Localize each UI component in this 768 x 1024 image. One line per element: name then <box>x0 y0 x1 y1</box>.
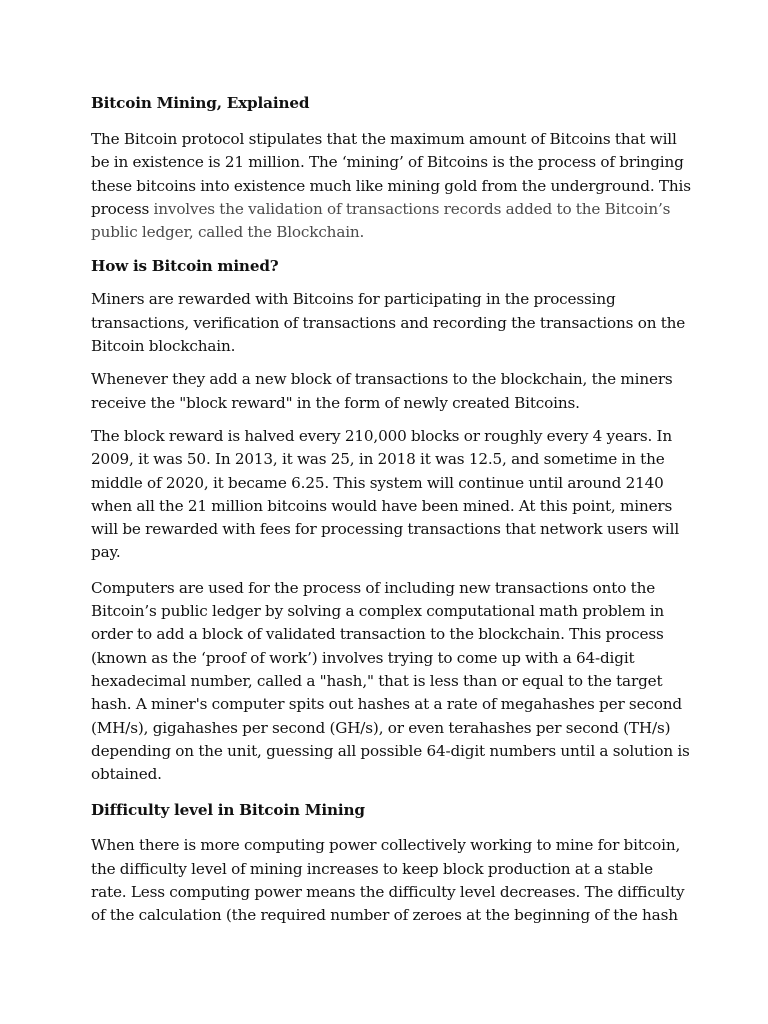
document-page <box>91 92 691 928</box>
intro-text-part2: involves the validation of transactions records added to the Bitcoin’s public ledger, called the Blockchain. <box>91 199 671 242</box>
intro-paragraph <box>91 128 691 244</box>
paragraph-halving: The block reward is halved every 210,000 blocks or roughly every 4 years. In 2009, it was 50. In 2013, it was 25, in 2018 it was 12.5, and sometime in the middle of 2020, it became 6.25. This system will continue until around 2140 when all the 21 million bitcoins would have been mined. At this point, miners will be rewarded with fees for processing transactions that network users will pay. <box>91 426 680 562</box>
heading-difficulty: Difficulty level in Bitcoin Mining <box>91 801 365 820</box>
document-title: Bitcoin Mining, Explained <box>91 94 310 112</box>
paragraph-difficulty: When there is more computing power collectively working to mine for bitcoin, the difficulty level of mining increases to keep block production at a stable rate. Less computing power means the difficulty level decreases. The difficulty of the calculation (the required number of zeroes at the beginning of the hash <box>91 836 685 925</box>
intro-text-part1: The Bitcoin protocol stipulates that the maximum amount of Bitcoins that will be in existence is 21 million. The ‘mining’ of Bitcoins is the process of bringing these bitcoins into existence much like mining gold from the underground. This process <box>91 130 691 218</box>
paragraph-miners-rewarded: Miners are rewarded with Bitcoins for participating in the processing transactions, verification of transactions and recording the transactions on the Bitcoin blockchain. <box>91 290 686 356</box>
heading-how-mined: How is Bitcoin mined? <box>91 257 279 276</box>
paragraph-computers: Computers are used for the process of including new transactions onto the Bitcoin’s public ledger by solving a complex computational math problem in order to add a block of validated transaction to the blockchain. This process (known as the ‘proof of work’) involves trying to come up with a 64-digit hexadecimal number, called a "hash," that is less than or equal to the target hash. A miner's computer spits out hashes at a rate of megahashes per second (MH/s), gigahashes per second (GH/s), or even terahashes per second (TH/s) depending on the unit, guessing all possible 64-digit numbers until a solution is obtained. <box>91 578 690 784</box>
paragraph-block-reward: Whenever they add a new block of transactions to the blockchain, the miners receive the "block reward" in the form of newly created Bitcoins. <box>91 370 673 412</box>
